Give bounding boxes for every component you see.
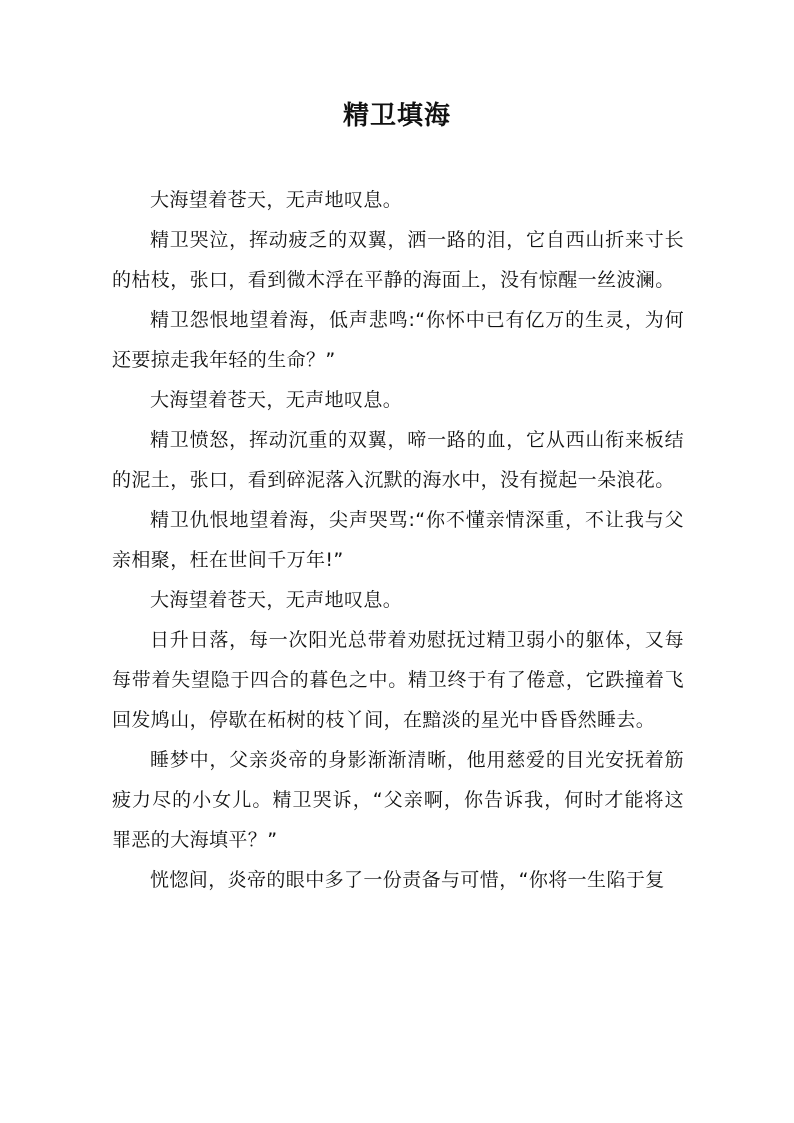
paragraph: 大海望着苍天，无声地叹息。 xyxy=(150,189,403,211)
paragraph: 睡梦中，父亲炎帝的身影渐渐清晰，他用慈爱的目光安抚着筋疲力尽的小女儿。精卫哭诉，“父亲啊，你告诉我，何时才能将这罪恶的大海填平？” xyxy=(112,749,684,851)
paragraph: 大海望着苍天，无声地叹息。 xyxy=(150,589,403,611)
paragraph: 精卫哭泣，挥动疲乏的双翼，洒一路的泪，它自西山折来寸长的枯枝，张口，看到微木浮在平静的海面上，没有惊醒一丝波澜。 xyxy=(112,229,684,291)
paragraph: 精卫怨恨地望着海，低声悲鸣:“你怀中已有亿万的生灵，为何还要掠走我年轻的生命？” xyxy=(112,309,684,371)
paragraph: 精卫仇恨地望着海，尖声哭骂:“你不懂亲情深重，不让我与父亲相聚，枉在世间千万年!” xyxy=(112,509,684,571)
paragraph: 恍惚间，炎帝的眼中多了一份责备与可惜，“你将一生陷于复 xyxy=(150,869,665,891)
paragraph: 大海望着苍天，无声地叹息。 xyxy=(150,389,403,411)
document-body xyxy=(112,180,684,900)
document-title: 精卫填海 xyxy=(342,101,451,131)
paragraph: 日升日落，每一次阳光总带着劝慰抚过精卫弱小的躯体，又每每带着失望隐于四合的暮色之中。精卫终于有了倦意，它跌撞着飞回发鸠山，停歇在柘树的枝丫间，在黯淡的星光中昏昏然睡去。 xyxy=(112,629,684,731)
paragraph: 精卫愤怒，挥动沉重的双翼，啼一路的血，它从西山衔来板结的泥土，张口，看到碎泥落入沉默的海水中，没有搅起一朵浪花。 xyxy=(112,429,684,491)
